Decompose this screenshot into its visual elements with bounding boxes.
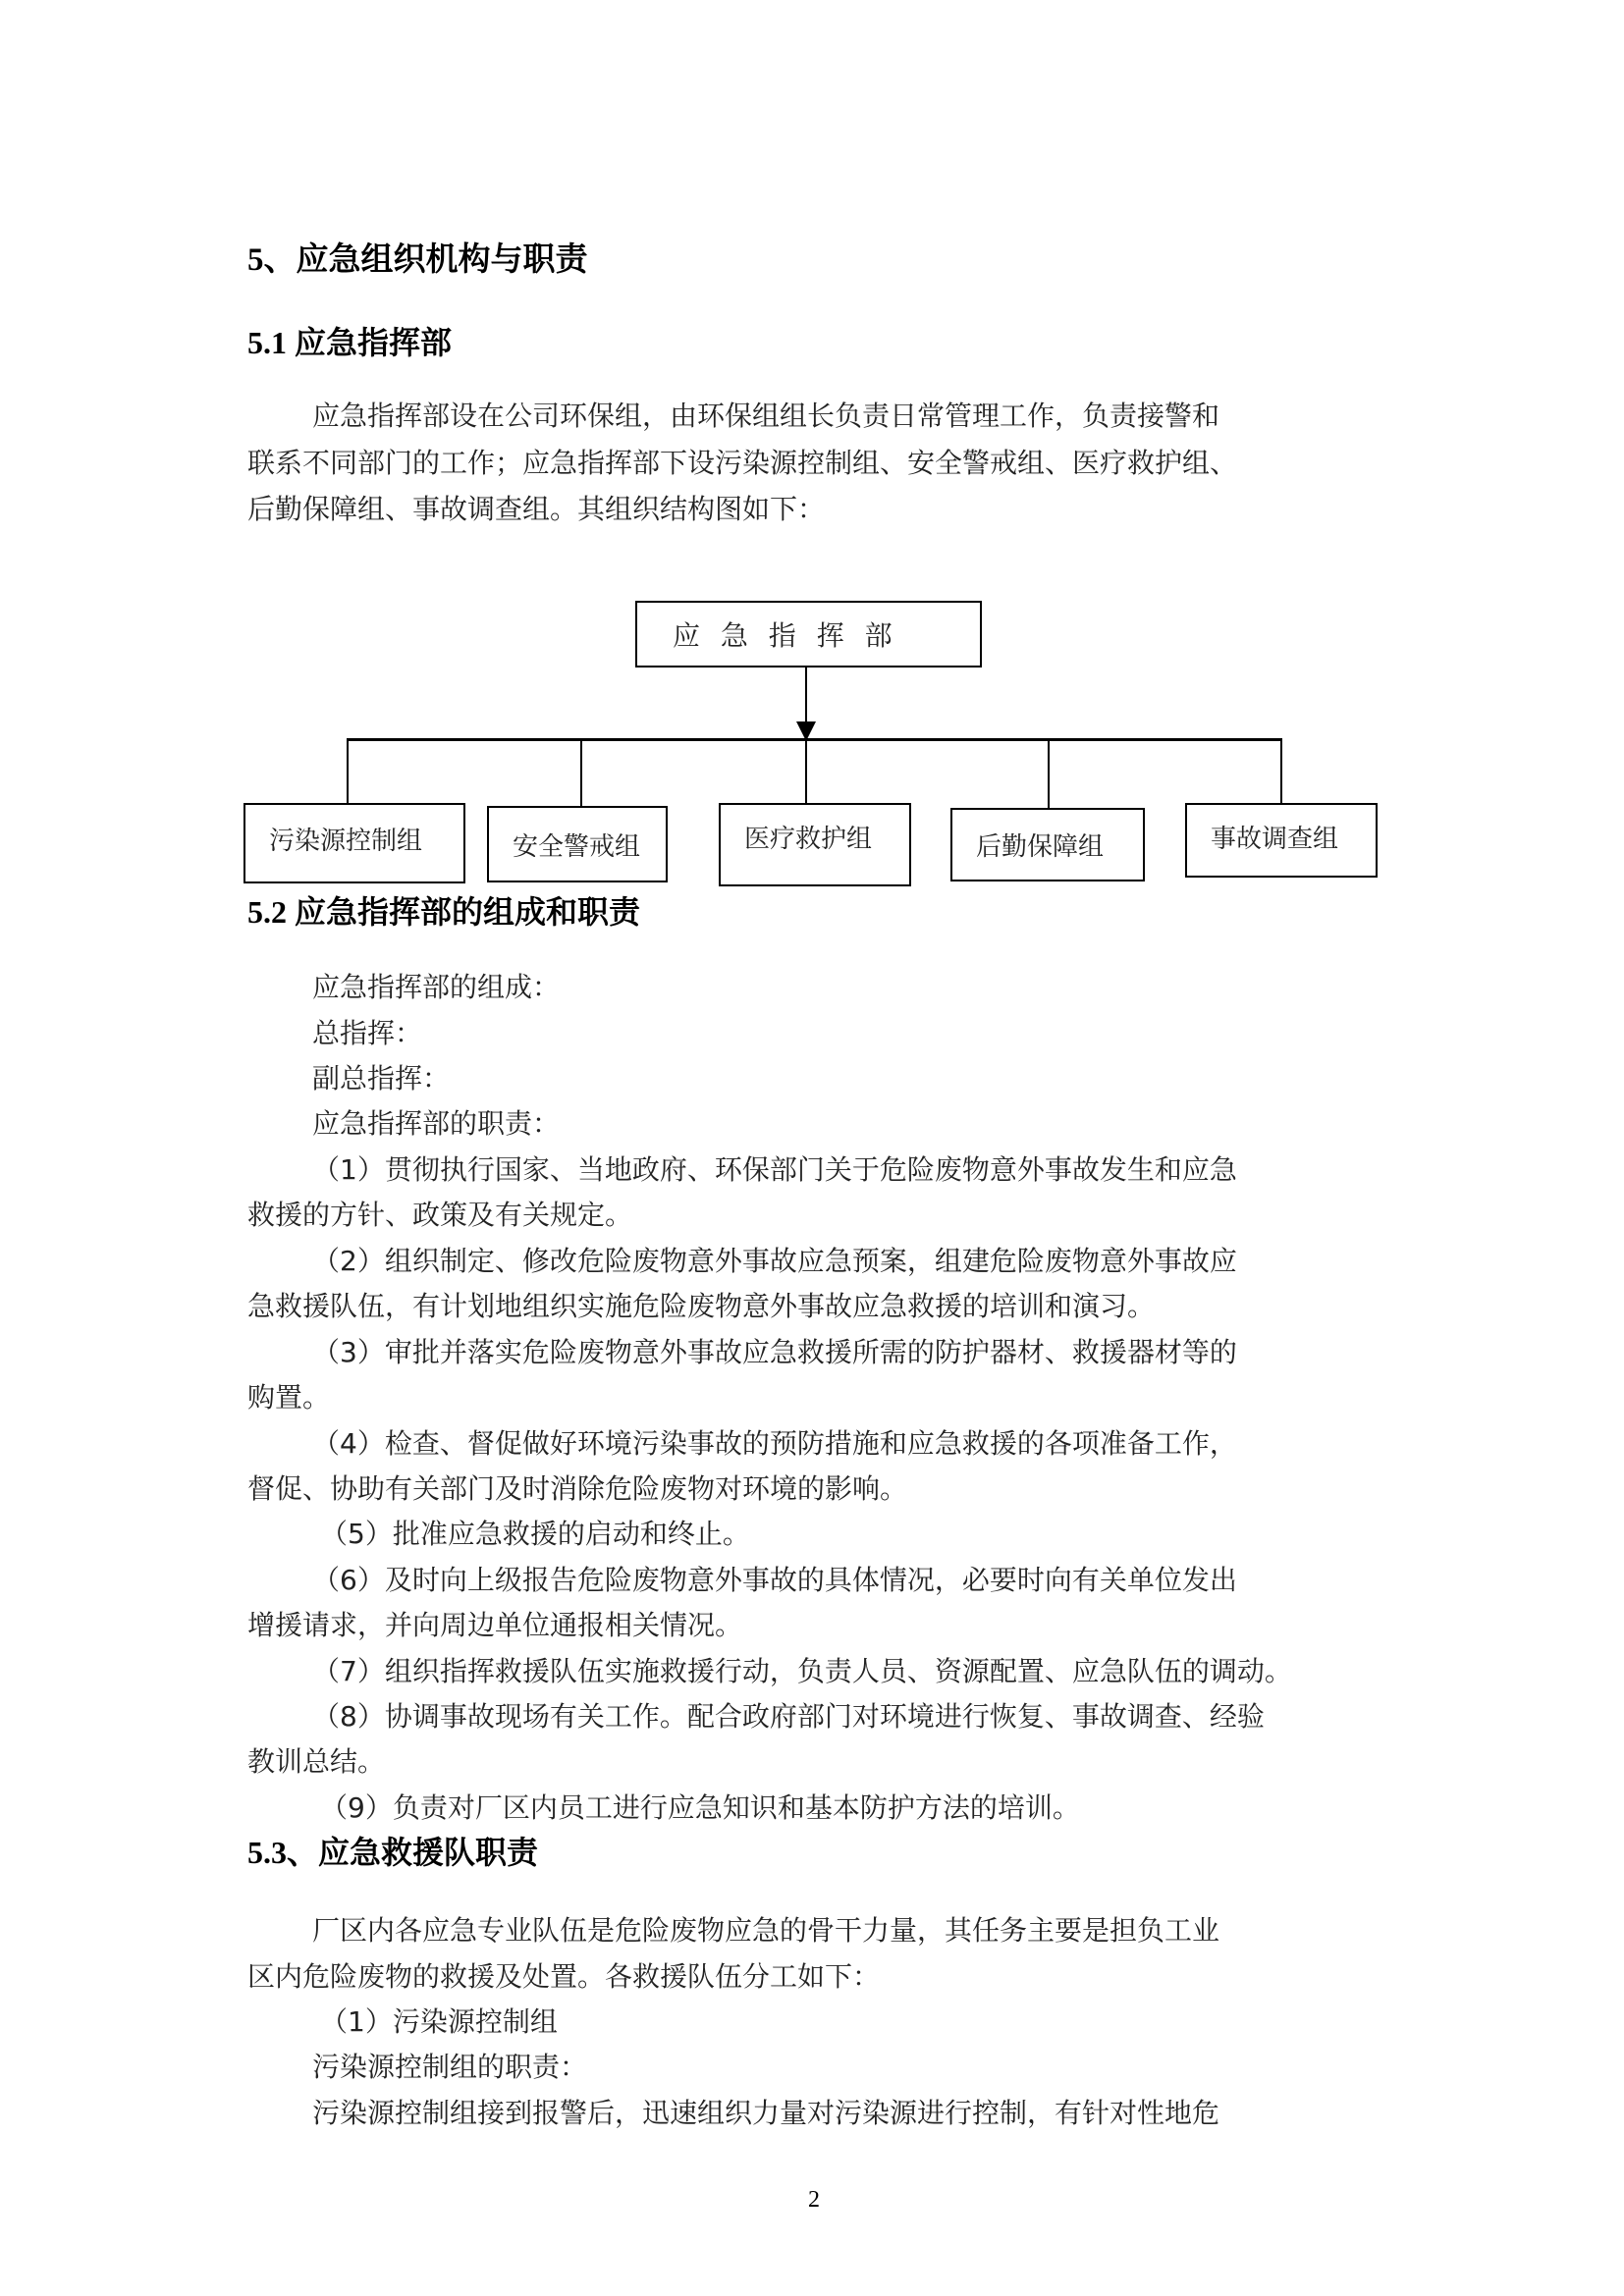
org-child-label: 后勤保障组 — [976, 832, 1105, 862]
duty-line: 购置。 — [247, 1381, 331, 1414]
org-child-box — [1185, 803, 1378, 878]
duty-line: 救援的方针、政策及有关规定。 — [247, 1199, 633, 1231]
org-child-box — [719, 803, 911, 886]
section-heading-5-1: 5.1 应急指挥部 — [247, 325, 453, 360]
section-heading-5-2: 5.2 应急指挥部的组成和职责 — [247, 894, 641, 930]
text-line: 污染源控制组接到报警后，迅速组织力量对污染源进行控制，有针对性地危 — [312, 2097, 1220, 2129]
text-line: 应急指挥部的组成： — [312, 971, 561, 1003]
duty-line: （1）贯彻执行国家、当地政府、环保部门关于危险废物意外事故发生和应急 — [312, 1153, 1237, 1186]
org-child-label: 事故调查组 — [1211, 825, 1339, 854]
text-line: 总指挥： — [312, 1017, 423, 1049]
duty-line: （7）组织指挥救援队伍实施救援行动，负责人员、资源配置、应急队伍的调动。 — [312, 1655, 1292, 1687]
duty-line: （6）及时向上级报告危险废物意外事故的具体情况，必要时向有关单位发出 — [312, 1564, 1237, 1596]
text-line: （1）污染源控制组 — [320, 2005, 558, 2038]
duty-line: 增援请求，并向周边单位通报相关情况。 — [247, 1609, 743, 1641]
org-child-label: 医疗救护组 — [744, 825, 873, 854]
text-line: 区内危险废物的救援及处置。各救援队伍分工如下： — [247, 1960, 881, 1993]
page-number: 2 — [808, 2187, 820, 2213]
org-root-box — [635, 601, 982, 667]
org-child-label: 安全警戒组 — [513, 832, 641, 862]
paragraph-line: 联系不同部门的工作；应急指挥部下设污染源控制组、安全警戒组、医疗救护组、 — [247, 447, 1238, 479]
duty-line: （5）批准应急救援的启动和终止。 — [320, 1518, 750, 1550]
paragraph-line: 应急指挥部设在公司环保组，由环保组组长负责日常管理工作，负责接警和 — [312, 400, 1220, 432]
duty-line: 督促、协助有关部门及时消除危险废物对环境的影响。 — [247, 1472, 908, 1505]
org-root-label: 应 急 指 挥 部 — [673, 619, 898, 652]
section-heading-5-3: 5.3、应急救援队职责 — [247, 1835, 539, 1870]
duty-line: 教训总结。 — [247, 1745, 386, 1778]
duty-line: 急救援队伍，有计划地组织实施危险废物意外事故应急救援的培训和演习。 — [247, 1290, 1156, 1322]
org-child-box — [244, 803, 465, 883]
connector-line — [805, 738, 807, 803]
text-line: 副总指挥： — [312, 1062, 451, 1095]
text-line: 厂区内各应急专业队伍是危险废物应急的骨干力量，其任务主要是担负工业 — [312, 1914, 1220, 1947]
text-line: 污染源控制组的职责： — [312, 2051, 588, 2083]
duty-line: （8）协调事故现场有关工作。配合政府部门对环境进行恢复、事故调查、经验 — [312, 1700, 1265, 1733]
duty-line: （4）检查、督促做好环境污染事故的预防措施和应急救援的各项准备工作， — [312, 1427, 1237, 1460]
connector-bus — [347, 738, 1282, 741]
org-child-box — [487, 806, 668, 882]
section-heading-5: 5、应急组织机构与职责 — [247, 242, 588, 278]
text-line: 应急指挥部的职责： — [312, 1107, 561, 1140]
duty-line: （3）审批并落实危险废物意外事故应急救援所需的防护器材、救援器材等的 — [312, 1336, 1237, 1368]
org-child-box — [950, 808, 1145, 881]
connector-line — [1280, 738, 1282, 803]
org-child-label: 污染源控制组 — [269, 827, 423, 856]
duty-line: （9）负责对厂区内员工进行应急知识和基本防护方法的培训。 — [320, 1791, 1080, 1824]
duty-line: （2）组织制定、修改危险废物意外事故应急预案，组建危险废物意外事故应 — [312, 1245, 1237, 1277]
paragraph-line: 后勤保障组、事故调查组。其组织结构图如下： — [247, 493, 826, 525]
